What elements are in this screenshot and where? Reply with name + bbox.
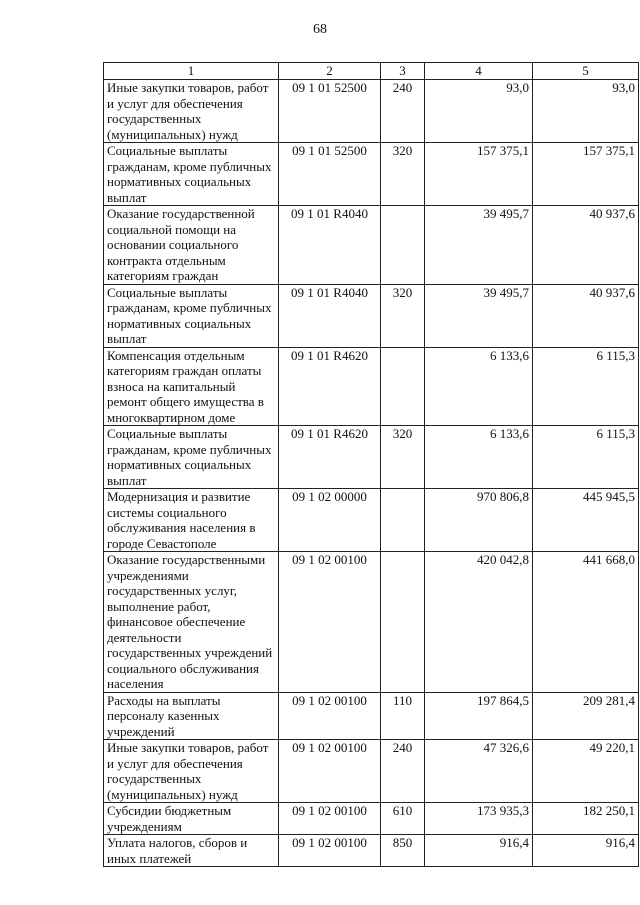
row-value-1-cell: 6 133,6 [425,347,533,426]
row-name-cell: Уплата налогов, сборов и иных платежей [104,835,279,867]
row-value-2-cell: 445 945,5 [533,489,639,552]
row-name-cell: Оказание государственными учреждениями государственных услуг, выполнение работ, финансовое обеспечение деятельности государственных учреждений социального обслуживания населения [104,552,279,693]
column-header-3: 3 [381,63,425,80]
row-value-2-cell: 916,4 [533,835,639,867]
row-type-cell [381,489,425,552]
table-row [104,206,639,285]
column-header-2: 2 [279,63,381,80]
row-name-cell: Иные закупки товаров, работ и услуг для обеспечения государственных (муниципальных) нужд [104,740,279,803]
row-type-cell: 320 [381,284,425,347]
table-row [104,143,639,206]
row-type-cell: 110 [381,692,425,740]
row-value-1-cell: 39 495,7 [425,284,533,347]
row-value-1-cell: 970 806,8 [425,489,533,552]
row-code-cell: 09 1 02 00100 [279,835,381,867]
row-name-cell: Иные закупки товаров, работ и услуг для обеспечения государственных (муниципальных) нужд [104,80,279,143]
table-row [104,552,639,693]
row-code-cell: 09 1 02 00100 [279,803,381,835]
page-number: 68 [313,22,327,37]
column-header-4: 4 [425,63,533,80]
row-value-1-cell: 916,4 [425,835,533,867]
row-value-2-cell: 441 668,0 [533,552,639,693]
row-name-cell: Компенсация отдельным категориям граждан оплаты взноса на капитальный ремонт общего имущества в многоквартирном доме [104,347,279,426]
row-code-cell: 09 1 02 00000 [279,489,381,552]
row-type-cell: 240 [381,80,425,143]
row-code-cell: 09 1 02 00100 [279,552,381,693]
row-value-1-cell: 6 133,6 [425,426,533,489]
table-row [104,692,639,740]
header-row [104,63,639,80]
row-code-cell: 09 1 02 00100 [279,740,381,803]
table-row [104,284,639,347]
row-value-2-cell: 6 115,3 [533,426,639,489]
row-name-cell: Модернизация и развитие системы социального обслуживания населения в городе Севастополе [104,489,279,552]
row-type-cell [381,206,425,285]
row-value-2-cell: 40 937,6 [533,284,639,347]
row-name-cell: Субсидии бюджетным учреждениям [104,803,279,835]
table-row [104,740,639,803]
table-row [104,803,639,835]
row-value-1-cell: 197 864,5 [425,692,533,740]
row-value-2-cell: 6 115,3 [533,347,639,426]
row-code-cell: 09 1 01 R4620 [279,426,381,489]
row-name-cell: Расходы на выплаты персоналу казенных учреждений [104,692,279,740]
row-type-cell: 850 [381,835,425,867]
row-name-cell: Социальные выплаты гражданам, кроме публичных нормативных социальных выплат [104,426,279,489]
row-value-1-cell: 47 326,6 [425,740,533,803]
row-name-cell: Оказание государственной социальной помощи на основании социального контракта отдельным категориям граждан [104,206,279,285]
row-value-2-cell: 157 375,1 [533,143,639,206]
column-header-1: 1 [104,63,279,80]
row-value-1-cell: 39 495,7 [425,206,533,285]
row-code-cell: 09 1 02 00100 [279,692,381,740]
row-name-cell: Социальные выплаты гражданам, кроме публичных нормативных социальных выплат [104,284,279,347]
table-row [104,347,639,426]
row-type-cell: 320 [381,143,425,206]
row-value-2-cell: 93,0 [533,80,639,143]
row-type-cell [381,552,425,693]
row-value-2-cell: 49 220,1 [533,740,639,803]
table-row [104,489,639,552]
row-value-1-cell: 93,0 [425,80,533,143]
row-value-2-cell: 182 250,1 [533,803,639,835]
row-value-1-cell: 420 042,8 [425,552,533,693]
row-value-2-cell: 209 281,4 [533,692,639,740]
row-value-1-cell: 173 935,3 [425,803,533,835]
row-type-cell: 240 [381,740,425,803]
row-type-cell: 610 [381,803,425,835]
row-type-cell [381,347,425,426]
row-code-cell: 09 1 01 52500 [279,143,381,206]
row-code-cell: 09 1 01 52500 [279,80,381,143]
table-row [104,835,639,867]
row-code-cell: 09 1 01 R4040 [279,284,381,347]
row-code-cell: 09 1 01 R4040 [279,206,381,285]
table-row [104,80,639,143]
row-name-cell: Социальные выплаты гражданам, кроме публичных нормативных социальных выплат [104,143,279,206]
budget-table [103,62,639,867]
row-code-cell: 09 1 01 R4620 [279,347,381,426]
column-header-5: 5 [533,63,639,80]
row-value-1-cell: 157 375,1 [425,143,533,206]
table-row [104,426,639,489]
row-type-cell: 320 [381,426,425,489]
row-value-2-cell: 40 937,6 [533,206,639,285]
